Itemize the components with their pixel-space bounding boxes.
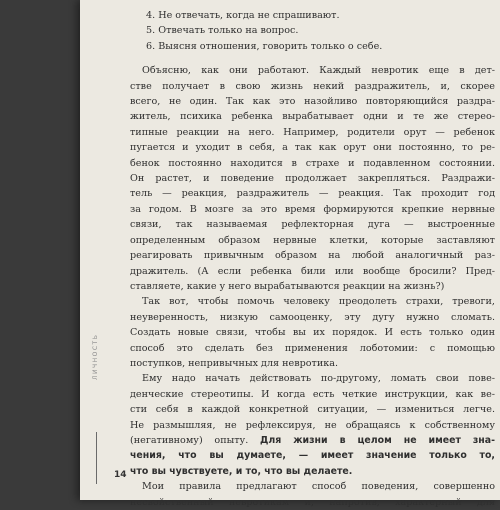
text-line: реагировать привычным образом на любой аналогичный раз- [130, 250, 495, 262]
text-line: пугается и уходит в себя, а так как орут они постоянно, то ре- [130, 142, 495, 154]
text-line: за годом. В мозге за это время формируются крепкие нервные [130, 203, 495, 215]
text-line: Не размышляя, не рефлексируя, не обращаясь к собственному [130, 419, 495, 431]
paragraph-1 [130, 63, 495, 294]
text-line: Ему надо начать действовать по-другому, ломать свои пове- [142, 373, 495, 385]
text-line: связи, так называемая рефлекторная дуга — выстроенные [130, 219, 495, 231]
text-line: Создать новые связи, чтобы вы их порядок. И есть только один [130, 327, 495, 339]
paragraph-4 [130, 479, 495, 510]
text-line: всего, не один. Так как это назойливо повторяющийся раздра- [130, 96, 495, 108]
text-line: типные реакции на него. Например, родители орут — ребенок [130, 126, 495, 138]
paragraph-3 [130, 371, 495, 479]
section-label: ЛИЧНОСТЬ [92, 333, 99, 380]
text-line [130, 433, 495, 448]
text-line: тель — реакция, раздражитель — реакция. Так проходит год [130, 188, 495, 200]
list-item: 6. Выясня отношения, говорить только о себе. [146, 40, 383, 52]
margin-rule [96, 432, 97, 484]
paragraph-2 [130, 294, 495, 371]
text-line: способ это сделать без применения лоботомии: с помощью [130, 342, 495, 354]
bold-line: чения, что вы думаете, — имеет значение только то, [130, 450, 495, 462]
bold-text: Для жизни в целом не имеет зна- [260, 434, 496, 446]
text-line: поступков, непривычных для невротика. [130, 357, 338, 369]
list-item: 4. Не отвечать, когда не спрашивают. [146, 10, 340, 21]
rules-list [146, 8, 495, 54]
text-line: бенок постоянно находится в страхе и подавленном состоянии. [130, 157, 495, 169]
text-line: Так вот, чтобы помочь человеку преодолеть страхи, тревоги, [142, 296, 495, 308]
bold-line: что вы чувствуете, и то, что вы делаете. [130, 465, 353, 477]
page-text [130, 8, 495, 510]
text-line: Мои правила предлагают способ поведения, совершенно [142, 481, 495, 493]
text-line: денческие стереотипы. И когда есть четкие инструкции, как ве- [130, 388, 495, 400]
text-line: ставляете, какие у него вырабатываются реакции на жизнь?) [130, 280, 445, 292]
text-line: сти себя в каждой конкретной ситуации, — измениться легче. [130, 404, 495, 416]
list-item: 5. Отвечать только на вопрос. [146, 25, 299, 37]
text-line: Он растет, и поведение продолжает закрепляться. Раздражи- [130, 173, 495, 185]
text-line: стве получает в свою жизнь некий раздражитель, и, скорее [130, 80, 495, 92]
text-line: житель, психика ребенка вырабатывает одни и те же стерео- [130, 111, 495, 123]
page-number: 14 [114, 470, 127, 480]
book-page [80, 0, 500, 508]
text-line: неуверенность, низкую самооценку, эту дугу нужно сломать. [130, 311, 495, 323]
text-fragment: (негативному) опыту. [130, 434, 249, 446]
text-line: определенным образом нервные клетки, которые заставляют [130, 234, 495, 246]
text-line: Объясню, как они работают. Каждый невротик еще в дет- [142, 65, 495, 77]
text-line: дражитель. (А если ребенка били или вообще бросили? Пред- [130, 265, 495, 277]
text-line: несвойственный невротикам и, напротив, характерный для [130, 496, 495, 508]
